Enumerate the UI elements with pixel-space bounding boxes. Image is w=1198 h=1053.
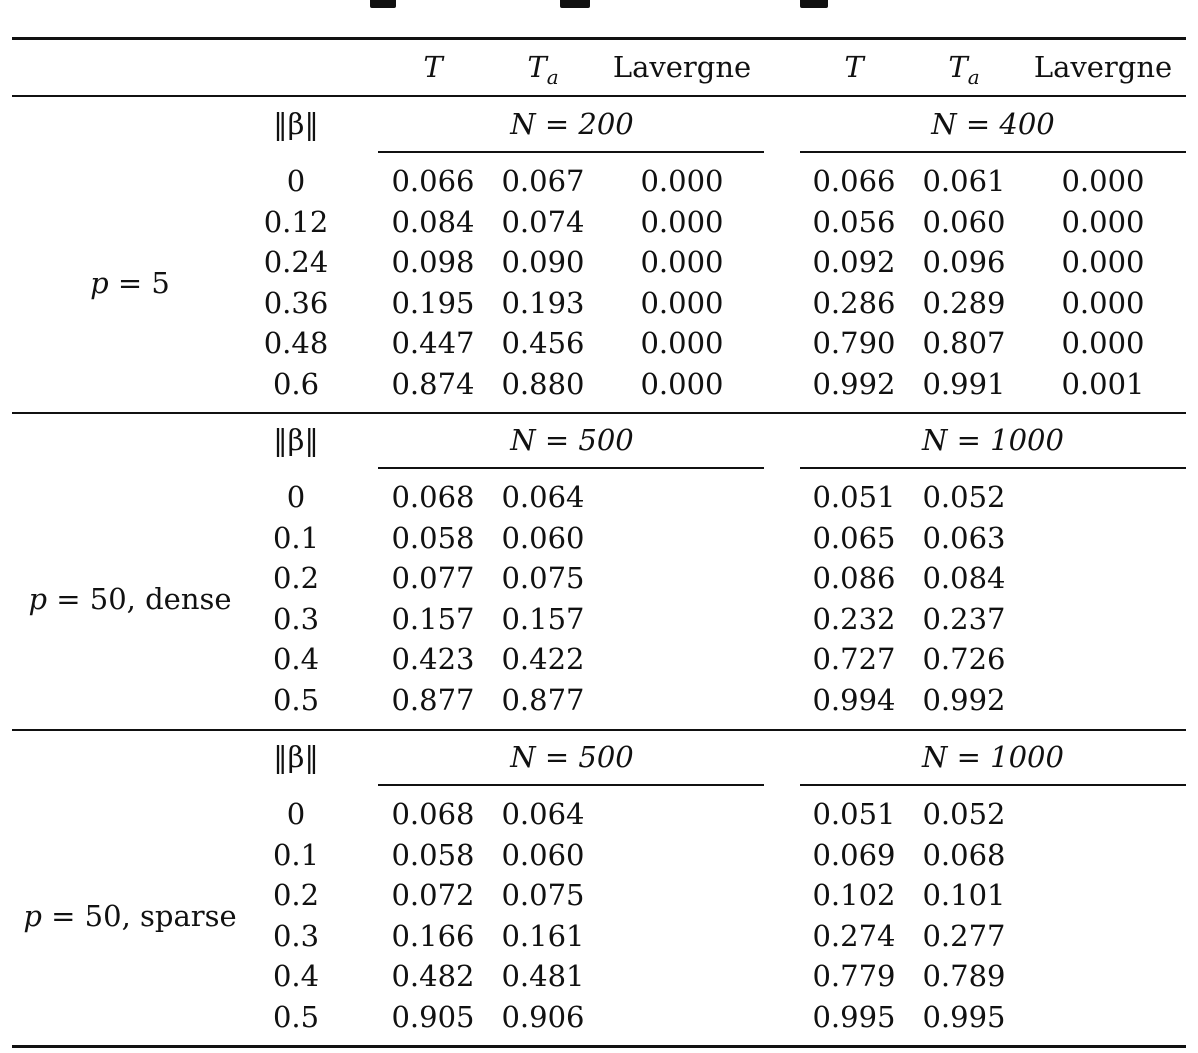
table-cell: 0.286 <box>812 285 896 320</box>
table-cell: 0.086 <box>812 561 896 596</box>
table-cell: 0.456 <box>501 326 585 361</box>
table-cell: 0.289 <box>922 285 1006 320</box>
column-header-lavergne: Lavergne <box>1033 50 1173 84</box>
table-cell: 0.058 <box>391 837 475 872</box>
panel-label: p = 50, dense <box>28 581 232 616</box>
table-cell: 0.052 <box>922 797 1006 831</box>
table-cell: 0.874 <box>391 367 475 401</box>
table-cell: 0.422 <box>501 642 585 677</box>
table-cell: 0.058 <box>391 520 475 555</box>
table-cell: 0.779 <box>812 959 896 994</box>
table-cell: 0.000 <box>640 204 724 239</box>
table-cell: 0.061 <box>922 164 1006 198</box>
table-cell: 0.232 <box>812 601 896 636</box>
sample-size-left: N = 500 <box>510 423 634 457</box>
table-cell: 0.001 <box>1061 367 1145 401</box>
cmidrule-left <box>378 467 764 469</box>
beta-value: 0 <box>286 480 306 514</box>
table-cell: 0.880 <box>501 367 585 401</box>
table-cell: 0.000 <box>1061 204 1145 239</box>
norm-beta-header: ‖β‖ <box>273 740 319 774</box>
table-cell: 0.000 <box>640 164 724 198</box>
beta-value: 0.36 <box>263 285 329 320</box>
table-cell: 0.068 <box>391 480 475 514</box>
table-cell: 0.068 <box>391 797 475 831</box>
column-header-t: T <box>844 50 864 84</box>
table-cell: 0.726 <box>922 642 1006 677</box>
panel-rule <box>12 729 1186 731</box>
table-cell: 0.195 <box>391 285 475 320</box>
table-cell: 0.096 <box>922 245 1006 280</box>
sample-size-right: N = 1000 <box>922 740 1064 774</box>
table-cell: 0.166 <box>391 918 475 953</box>
cmidrule-right <box>800 784 1186 786</box>
table-cell: 0.092 <box>812 245 896 280</box>
panel-label: p = 5 <box>90 265 170 300</box>
table-cell: 0.000 <box>640 326 724 361</box>
table-cell: 0.000 <box>1061 326 1145 361</box>
table-cell: 0.069 <box>812 837 896 872</box>
beta-value: 0.1 <box>272 520 320 555</box>
beta-value: 0.1 <box>272 837 320 872</box>
table-cell: 0.790 <box>812 326 896 361</box>
table-cell: 0.991 <box>922 367 1006 401</box>
beta-value: 0.3 <box>272 918 320 953</box>
table-cell: 0.090 <box>501 245 585 280</box>
bottom-rule <box>12 1045 1186 1048</box>
cropped-caption-remnant <box>0 0 1198 30</box>
table-cell: 0.000 <box>640 285 724 320</box>
table-cell: 0.161 <box>501 918 585 953</box>
table-cell: 0.877 <box>501 683 585 717</box>
beta-value: 0.24 <box>263 245 329 280</box>
beta-value: 0.3 <box>272 601 320 636</box>
beta-value: 0.2 <box>272 878 320 913</box>
table-cell: 0.995 <box>922 1000 1006 1034</box>
table-cell: 0.060 <box>501 520 585 555</box>
table-cell: 0.157 <box>391 601 475 636</box>
beta-value: 0 <box>286 797 306 831</box>
table-cell: 0.084 <box>922 561 1006 596</box>
table-cell: 0.077 <box>391 561 475 596</box>
table-cell: 0.075 <box>501 878 585 913</box>
table-cell: 0.065 <box>812 520 896 555</box>
sample-size-left: N = 200 <box>510 107 634 141</box>
table-cell: 0.000 <box>640 245 724 280</box>
table-cell: 0.877 <box>391 683 475 717</box>
table-cell: 0.068 <box>922 837 1006 872</box>
table-cell: 0.237 <box>922 601 1006 636</box>
column-header-lavergne: Lavergne <box>612 50 752 84</box>
table-cell: 0.193 <box>501 285 585 320</box>
panel-rule <box>12 412 1186 414</box>
norm-beta-header: ‖β‖ <box>273 107 319 141</box>
header-rule <box>12 95 1186 97</box>
table-cell: 0.447 <box>391 326 475 361</box>
table-cell: 0.807 <box>922 326 1006 361</box>
table-cell: 0.060 <box>501 837 585 872</box>
panel-label: p = 50, sparse <box>23 898 237 933</box>
table-cell: 0.066 <box>391 164 475 198</box>
beta-value: 0.6 <box>272 367 320 401</box>
column-header-t-a: $T_a$ <box>948 50 980 89</box>
norm-beta-header: ‖β‖ <box>273 423 319 457</box>
table-cell: 0.063 <box>922 520 1006 555</box>
sample-size-right: N = 1000 <box>922 423 1064 457</box>
column-header-t: T <box>423 50 443 84</box>
table-cell: 0.072 <box>391 878 475 913</box>
table-cell: 0.074 <box>501 204 585 239</box>
table-cell: 0.423 <box>391 642 475 677</box>
table-cell: 0.482 <box>391 959 475 994</box>
table-cell: 0.277 <box>922 918 1006 953</box>
cmidrule-left <box>378 151 764 153</box>
beta-value: 0.4 <box>272 642 320 677</box>
beta-value: 0.5 <box>272 683 320 717</box>
table-cell: 0.075 <box>501 561 585 596</box>
table-cell: 0.727 <box>812 642 896 677</box>
beta-value: 0.2 <box>272 561 320 596</box>
table-cell: 0.052 <box>922 480 1006 514</box>
table-cell: 0.905 <box>391 1000 475 1034</box>
beta-value: 0.12 <box>263 204 329 239</box>
table-cell: 0.995 <box>812 1000 896 1034</box>
table-cell: 0.060 <box>922 204 1006 239</box>
column-header-t-a: $T_a$ <box>527 50 559 89</box>
beta-value: 0.4 <box>272 959 320 994</box>
beta-value: 0.48 <box>263 326 329 361</box>
top-rule <box>12 37 1186 40</box>
table-cell: 0.789 <box>922 959 1006 994</box>
table-cell: 0.051 <box>812 797 896 831</box>
table-cell: 0.994 <box>812 683 896 717</box>
table-cell: 0.067 <box>501 164 585 198</box>
table-cell: 0.274 <box>812 918 896 953</box>
table-cell: 0.102 <box>812 878 896 913</box>
table-cell: 0.992 <box>812 367 896 401</box>
table-cell: 0.101 <box>922 878 1006 913</box>
table-cell: 0.906 <box>501 1000 585 1034</box>
cmidrule-right <box>800 151 1186 153</box>
beta-value: 0.5 <box>272 1000 320 1034</box>
table-cell: 0.084 <box>391 204 475 239</box>
table-cell: 0.992 <box>922 683 1006 717</box>
table-cell: 0.098 <box>391 245 475 280</box>
table-cell: 0.064 <box>501 797 585 831</box>
table-cell: 0.056 <box>812 204 896 239</box>
table-cell: 0.066 <box>812 164 896 198</box>
table-cell: 0.157 <box>501 601 585 636</box>
table-cell: 0.000 <box>1061 164 1145 198</box>
sample-size-right: N = 400 <box>931 107 1055 141</box>
table-cell: 0.000 <box>640 367 724 401</box>
table-cell: 0.481 <box>501 959 585 994</box>
table-cell: 0.051 <box>812 480 896 514</box>
beta-value: 0 <box>286 164 306 198</box>
table-cell: 0.064 <box>501 480 585 514</box>
table-cell: 0.000 <box>1061 245 1145 280</box>
cmidrule-left <box>378 784 764 786</box>
sample-size-left: N = 500 <box>510 740 634 774</box>
table-cell: 0.000 <box>1061 285 1145 320</box>
cmidrule-right <box>800 467 1186 469</box>
